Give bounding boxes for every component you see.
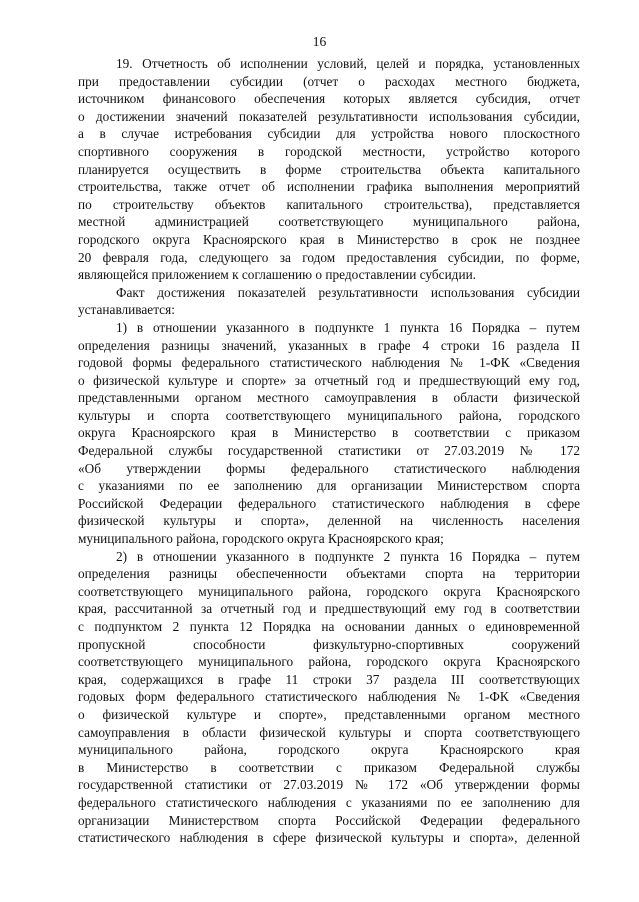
text-line: о физической культуре и спорте» за отчетный год и предшествующий ему год, xyxy=(78,372,580,388)
text-line: организации Министерством спорта Российской Федерации федерального xyxy=(78,812,580,828)
text-line: соответствующего муниципального района, городского округа Красноярского xyxy=(78,654,580,670)
text-line: годовой формы федерального статистического наблюдения № 1-ФК «Сведения xyxy=(78,355,580,371)
text-line: о достижении значений показателей результативности использования субсидии, xyxy=(78,108,580,124)
text-line: пропускной способности физкультурно-спортивных сооружений xyxy=(78,636,580,652)
text-line: планируется осуществить в форме строительства объекта капитального xyxy=(78,161,580,177)
text-line: при предоставлении субсидии (отчет о расходах местного бюджета, xyxy=(78,73,580,89)
text-line: Факт достижения показателей результативности использования субсидии xyxy=(116,284,580,300)
text-line: статистического наблюдения в сфере физической культуры и спорта», деленной xyxy=(78,830,580,846)
text-line: Федеральной службы государственной статистики от 27.03.2019 № 172 xyxy=(78,443,580,459)
text-line: края, рассчитанной за отчетный год и предшествующий ему год в соответствии xyxy=(78,601,580,617)
text-line: устанавливается: xyxy=(78,302,175,318)
text-line: 20 февраля года, следующего за годом предоставления субсидии, по форме, xyxy=(78,249,580,265)
text-line: о физической культуре и спорте», представленными органом местного xyxy=(78,706,580,722)
text-line: строительства, также отчет об исполнении графика выполнения мероприятий xyxy=(78,179,580,195)
text-line: соответствующего муниципального района, городского округа Красноярского xyxy=(78,583,580,599)
text-line: края, содержащихся в графе 11 строки 37 раздела III соответствующих xyxy=(78,671,580,687)
page-number: 16 xyxy=(312,34,327,49)
text-line: а в случае истребования субсидии для устройства нового плоскостного xyxy=(78,126,580,142)
text-line: с указаниями по ее заполнению для организации Министерством спорта xyxy=(78,478,580,494)
text-line: по строительству объектов капитального строительства), представляется xyxy=(78,196,580,212)
text-line: с подпунктом 2 пункта 12 Порядка на основании данных о единовременной xyxy=(78,619,580,634)
text-line: государственной статистики от 27.03.2019 № 172 «Об утверждении формы xyxy=(78,777,580,793)
text-line: определения разницы обеспеченности объектами спорта на территории xyxy=(78,566,580,582)
text-line: спортивного сооружения в городской местности, устройство которого xyxy=(78,143,580,159)
text-line: определения разницы значений, указанных в графе 4 строки 16 раздела II xyxy=(78,337,580,353)
text-line: «Об утверждении формы федерального статистического наблюдения xyxy=(78,460,580,476)
text-line: годовых форм федерального статистического наблюдения № 1-ФК «Сведения xyxy=(78,689,580,705)
text-line: муниципального района, городского округа Красноярского края; xyxy=(78,531,444,547)
text-line: 1) в отношении указанного в подпункте 1 пункта 16 Порядка – путем xyxy=(116,319,580,335)
text-line: 2) в отношении указанного в подпункте 2 пункта 16 Порядка – путем xyxy=(116,548,580,564)
document-body xyxy=(78,55,580,847)
text-line: источником финансового обеспечения которых является субсидия, отчет xyxy=(78,91,580,107)
text-line: муниципального района, городского округа Красноярского края xyxy=(78,742,580,758)
text-line: федерального статистического наблюдения с указаниями по ее заполнению для xyxy=(78,794,580,810)
text-line: в Министерство в соответствии с приказом Федеральной службы xyxy=(78,759,580,775)
text-line: культуры и спорта соответствующего муниципального района, городского xyxy=(78,407,580,423)
text-line: Российской Федерации федерального статистического наблюдения в сфере xyxy=(78,495,580,511)
text-line: городского округа Красноярского края в Министерство в срок не позднее xyxy=(78,231,580,247)
text-line: местной администрацией соответствующего муниципального района, xyxy=(78,214,580,230)
text-line: физической культуры и спорта», деленной на численность населения xyxy=(78,513,580,529)
text-line: представленными органом местного самоуправления в области физической xyxy=(78,390,580,406)
text-line: являющейся приложением к соглашению о предоставлении субсидии. xyxy=(78,267,477,283)
text-line: самоуправления в области физической культуры и спорта соответствующего xyxy=(78,724,580,740)
text-line: округа Красноярского края в Министерство в соответствии с приказом xyxy=(78,425,580,441)
text-line: 19. Отчетность об исполнении условий, целей и порядка, установленных xyxy=(116,56,580,71)
